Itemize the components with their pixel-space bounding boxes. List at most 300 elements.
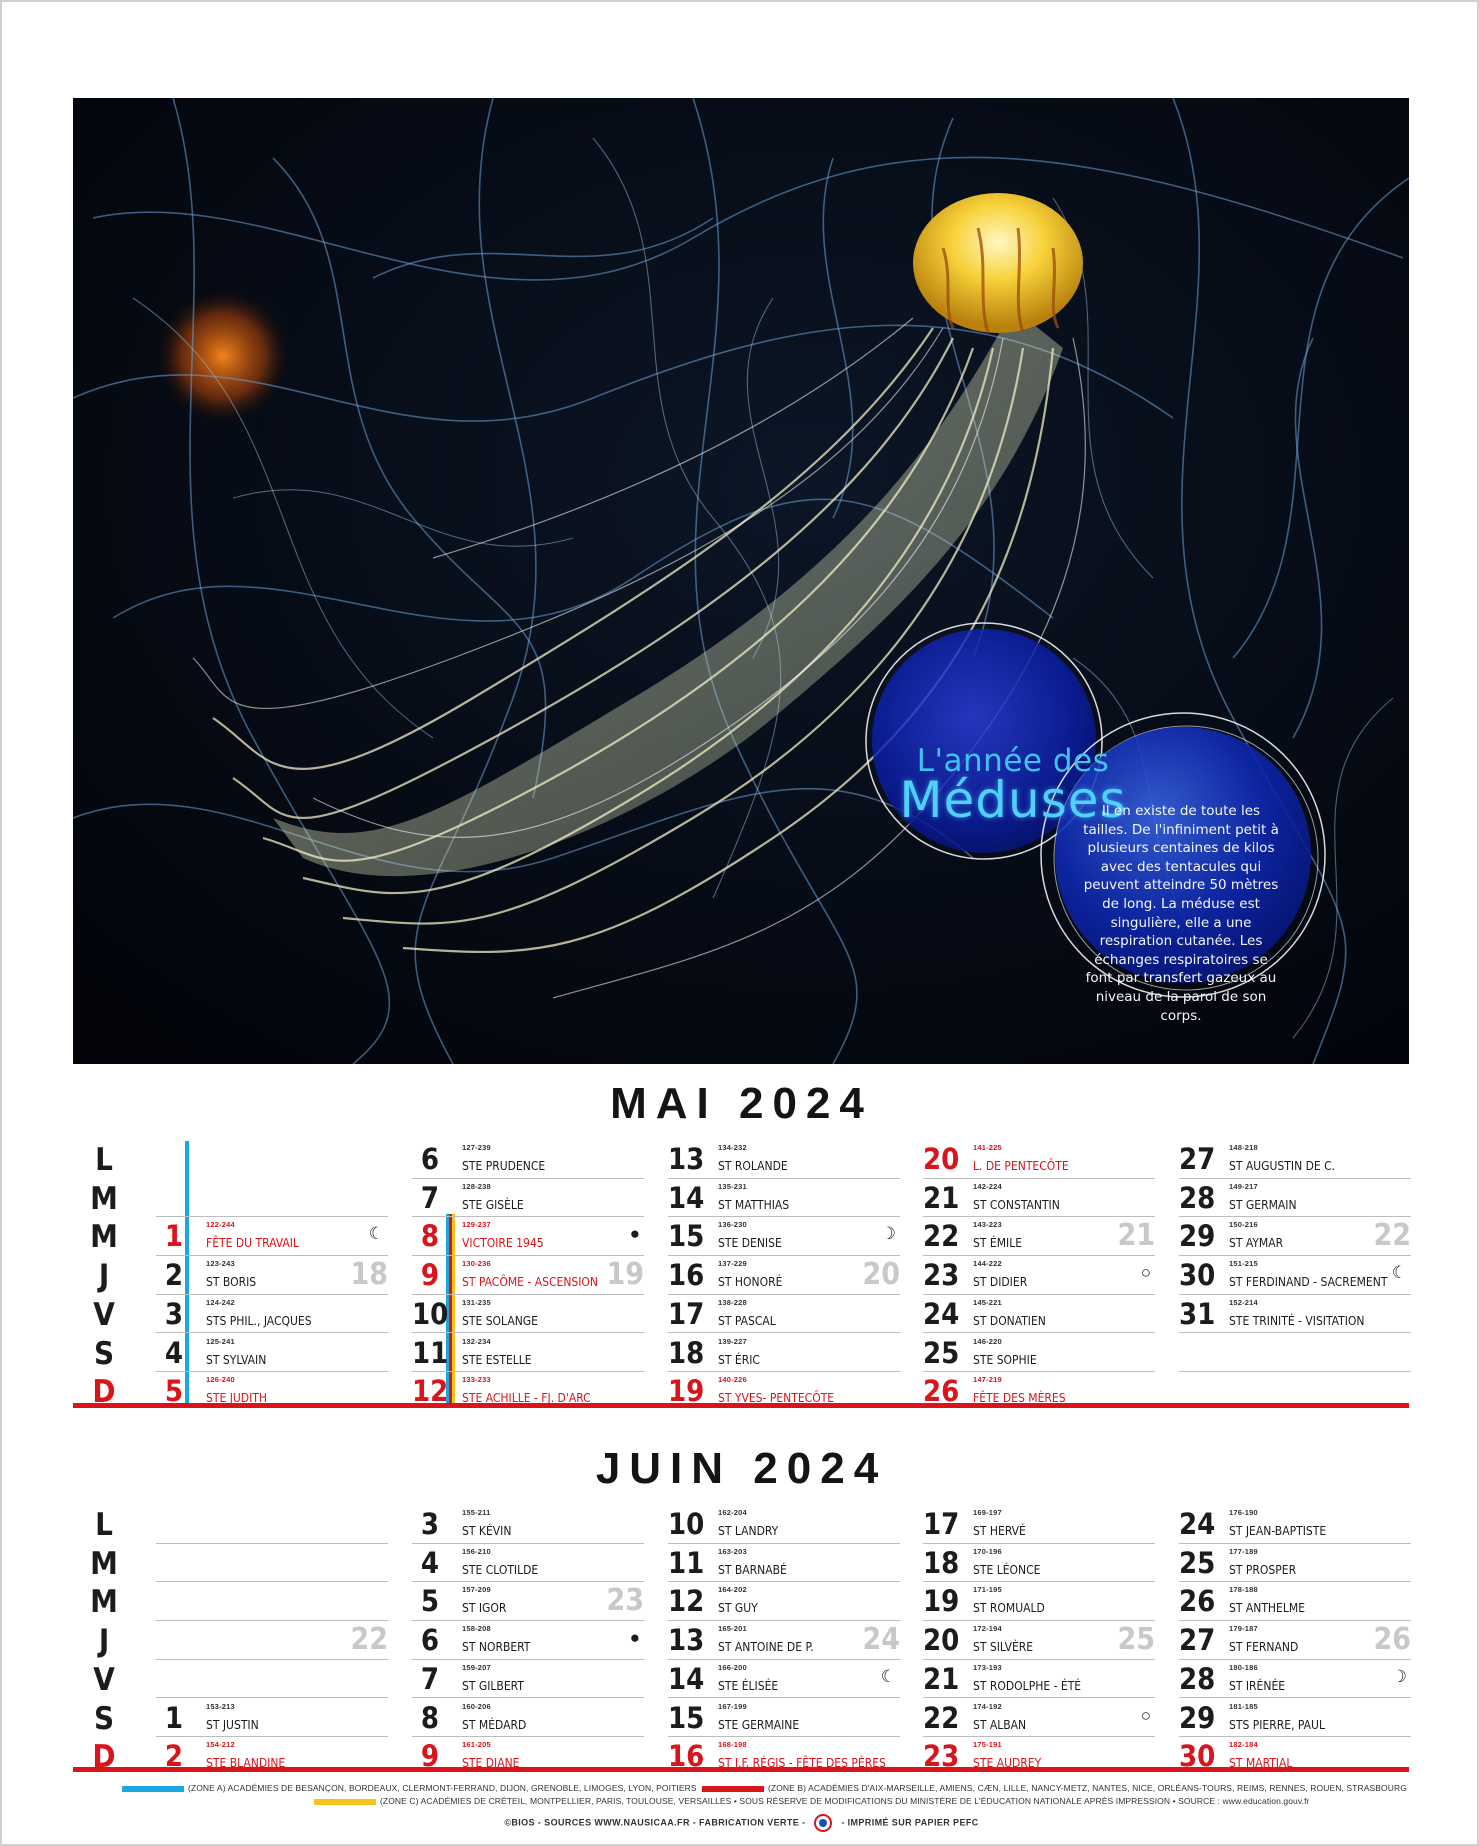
saint-name: STE PRUDENCE [462,1159,546,1173]
day-number: 8 [420,1219,440,1254]
day-cell[interactable] [156,1544,388,1583]
day-of-year-code: 175-191 [973,1740,1002,1750]
saint-name: ST ROLANDE [718,1159,788,1173]
saint-name: ST FERNAND [1229,1640,1299,1655]
day-of-year-code: 155-211 [462,1508,491,1517]
day-cell[interactable] [412,1256,644,1295]
photo-title-line1: L'année des [916,743,1110,779]
saint-name: ST RODOLPHE - ÉTÉ [973,1678,1082,1693]
saint-name: ST AYMAR [1229,1236,1284,1251]
day-cell[interactable] [156,1295,388,1334]
saint-name: STE SOLANGE [462,1313,538,1328]
day-cell[interactable] [923,1334,1155,1373]
day-of-year-code: 174-192 [973,1701,1002,1711]
saint-name: ST DONATIEN [973,1313,1046,1328]
day-cell[interactable] [1179,1699,1411,1738]
day-letter: L [95,1507,113,1543]
day-of-year-code: 172-194 [973,1624,1002,1634]
day-number: 29 [1179,1700,1216,1735]
day-cell[interactable] [412,1217,644,1256]
day-of-year-code: 181-185 [1229,1701,1258,1711]
day-of-year-code: 125-241 [206,1336,235,1346]
day-letter: V [93,1296,115,1333]
day-of-year-code: 156-210 [462,1546,491,1556]
saint-name: ST PACÔME - ASCENSION [462,1275,598,1290]
moon-phase-icon: ● [629,1224,640,1244]
day-number: 15 [668,1700,705,1735]
day-letter: D [92,1739,116,1776]
week-number: 22 [350,1622,388,1658]
day-cell[interactable] [156,1334,388,1373]
saint-name: STE JUDITH [206,1391,267,1406]
day-of-year-code: 131-235 [462,1297,491,1307]
day-cell[interactable] [923,1256,1155,1295]
saint-name: ST JUSTIN [206,1717,259,1732]
saint-name: ST FERDINAND - SACREMENT [1229,1275,1388,1290]
day-number: 5 [420,1584,440,1619]
saint-name: ST ROMUALD [973,1601,1045,1616]
day-of-year-code: 143-223 [973,1220,1002,1230]
day-of-year-code: 129-237 [462,1220,491,1230]
zone-a-swatch [122,1786,184,1792]
day-cell[interactable] [668,1660,900,1699]
saint-name: ST MARTIAL [1229,1756,1293,1771]
saint-name: STS PHIL., JACQUES [206,1313,312,1328]
day-of-year-code: 137-229 [718,1259,747,1269]
day-number: 27 [1179,1623,1216,1658]
day-cell[interactable] [668,1505,900,1544]
day-number: 19 [923,1584,960,1619]
day-of-year-code: 128-238 [462,1181,491,1191]
saint-name: ST IRÉNÉE [1229,1678,1286,1693]
day-number: 26 [1179,1584,1216,1619]
day-cell[interactable] [668,1699,900,1738]
day-letter: J [98,1623,110,1660]
zone-a-legend: (ZONE A) ACADÉMIES DE BESANÇON, BORDEAUX, CLERMONT-FERRAND, DIJON, GRENOBLE, LIMOGES, LYON, POITIERS [188,1783,697,1793]
day-cell[interactable] [923,1295,1155,1334]
day-number: 5 [164,1374,184,1409]
day-cell[interactable] [156,1699,388,1738]
day-cell[interactable] [668,1737,900,1776]
saint-name: STE GISÈLE [462,1197,524,1212]
day-of-year-code: 170-196 [973,1546,1002,1556]
day-number: 20 [923,1623,960,1658]
day-number: 20 [923,1142,960,1176]
saint-name: ST HONORÉ [718,1275,783,1290]
saint-name: ST NORBERT [462,1640,531,1655]
saint-name: STE GERMAINE [718,1717,800,1732]
day-cell[interactable] [923,1737,1155,1776]
saint-name: STE LÉONCE [973,1562,1041,1577]
saint-name: FÊTE DU TRAVAIL [206,1236,299,1251]
day-cell[interactable] [412,1179,644,1218]
day-number: 12 [668,1584,705,1619]
day-cell[interactable] [1179,1140,1411,1179]
day-number: 30 [1179,1258,1216,1293]
week-number: 26 [1373,1622,1411,1658]
day-cell[interactable] [412,1140,644,1179]
fabrique-en-france-icon [814,1814,832,1832]
saint-name: ST PASCAL [718,1313,776,1328]
day-of-year-code: 157-209 [462,1585,491,1595]
day-of-year-code: 123-243 [206,1259,235,1269]
day-of-year-code: 163-203 [718,1546,747,1556]
day-cell[interactable] [668,1179,900,1218]
day-of-year-code: 173-193 [973,1662,1002,1672]
saint-name: ST SILVÈRE [973,1640,1034,1655]
week-number: 22 [1373,1218,1411,1254]
day-cell[interactable] [1179,1295,1411,1334]
day-number: 22 [923,1700,960,1735]
day-cell[interactable] [1179,1505,1411,1544]
day-cell[interactable] [412,1737,644,1776]
day-cell[interactable] [668,1582,900,1621]
day-letter: M [90,1180,118,1217]
day-of-year-code: 122-244 [206,1220,235,1230]
day-of-year-code: 167-199 [718,1701,747,1711]
day-of-year-code: 162-204 [718,1508,747,1517]
saint-name: STE ÉLISÉE [718,1678,779,1693]
day-of-year-code: 178-188 [1229,1585,1258,1595]
day-number: 6 [420,1623,440,1658]
day-letter: V [93,1661,115,1698]
day-cell[interactable] [1179,1621,1411,1660]
saint-name: ST GILBERT [462,1678,524,1693]
day-cell[interactable] [923,1544,1155,1583]
day-of-year-code: 145-221 [973,1297,1002,1307]
day-cell[interactable] [1179,1660,1411,1699]
day-cell[interactable] [156,1372,388,1411]
saint-name: STE CLOTILDE [462,1562,539,1577]
saint-name: STS PIERRE, PAUL [1229,1717,1325,1732]
saint-name: ST CONSTANTIN [973,1197,1060,1212]
day-of-year-code: 151-215 [1229,1259,1258,1269]
day-cell[interactable] [1179,1372,1411,1411]
moon-phase-icon: ☾ [1391,1263,1407,1283]
day-number: 27 [1179,1142,1216,1176]
zone-b-swatch [702,1786,764,1792]
day-of-year-code: 176-190 [1229,1508,1258,1517]
day-cell[interactable] [1179,1544,1411,1583]
day-of-year-code: 130-236 [462,1259,491,1269]
saint-name: ST IGOR [462,1601,507,1616]
day-number: 17 [668,1296,705,1331]
day-number: 13 [668,1142,705,1176]
day-cell[interactable] [156,1737,388,1776]
saint-name: ST BORIS [206,1275,257,1290]
day-number: 26 [923,1374,960,1409]
day-of-year-code: 152-214 [1229,1297,1258,1307]
day-of-year-code: 144-222 [973,1259,1002,1269]
footer-right: - IMPRIMÉ SUR PAPIER PEFC [841,1817,979,1828]
saint-name: ST ANTHELME [1229,1601,1306,1616]
day-of-year-code: 149-217 [1229,1181,1258,1191]
day-cell[interactable] [923,1372,1155,1411]
day-letter: D [92,1374,116,1411]
jellyfish-photo [73,98,1409,1064]
day-cell[interactable] [668,1334,900,1373]
saint-name: ST PROSPER [1229,1562,1297,1577]
day-cell[interactable] [668,1256,900,1295]
day-number: 11 [412,1335,449,1370]
day-number: 23 [923,1739,960,1774]
saint-name: STE DIANE [462,1756,520,1771]
day-cell[interactable] [156,1621,388,1660]
day-cell[interactable] [156,1660,388,1699]
zone-c-legend: (ZONE C) ACADÉMIES DE CRÉTEIL, MONTPELLIER, PARIS, TOULOUSE, VERSAILLES • SOUS RÉSERVE DE MODIFICATIONS DU MINISTÈRE DE L'ÉDUCATION NATIONALE APRÈS IMPRESSION • SOURCE : www.education.gouv.fr [380,1796,1310,1806]
photo-title-line2: Méduses [899,771,1127,829]
saint-name: ST BARNABÉ [718,1562,787,1577]
day-number: 8 [420,1700,440,1735]
day-number: 6 [420,1142,440,1176]
saint-name: STE TRINITÉ - VISITATION [1229,1313,1365,1328]
day-of-year-code: 138-228 [718,1297,747,1307]
day-number: 3 [420,1507,440,1541]
saint-name: STE AUDREY [973,1756,1042,1771]
day-number: 30 [1179,1739,1216,1774]
day-cell[interactable] [923,1621,1155,1660]
day-number: 16 [668,1258,705,1293]
day-cell[interactable] [923,1505,1155,1544]
day-letter: J [98,1258,110,1295]
week-number: 23 [606,1583,644,1619]
saint-name: ST YVES- PENTECÔTE [718,1391,835,1406]
day-number: 3 [164,1296,184,1331]
day-cell[interactable] [412,1295,644,1334]
day-cell[interactable] [1179,1582,1411,1621]
saint-name: ST MÉDARD [462,1717,527,1732]
day-number: 11 [668,1545,705,1580]
day-cell[interactable] [668,1372,900,1411]
day-number: 17 [923,1507,960,1541]
day-of-year-code: 171-195 [973,1585,1002,1595]
day-number: 7 [420,1180,440,1215]
saint-name: ST HERVÉ [973,1524,1026,1538]
day-cell[interactable] [923,1179,1155,1218]
day-cell[interactable] [156,1256,388,1295]
day-of-year-code: 158-208 [462,1624,491,1634]
day-of-year-code: 132-234 [462,1336,491,1346]
day-cell[interactable] [1179,1217,1411,1256]
day-number: 21 [923,1661,960,1696]
zone-b-legend: (ZONE B) ACADÉMIES D'AIX-MARSEILLE, AMIENS, CÆN, LILLE, NANCY-METZ, NANTES, NICE, ORLÉANS-TOURS, REIMS, RENNES, ROUEN, STRASBOURG [768,1783,1407,1793]
day-number: 16 [668,1739,705,1774]
day-of-year-code: 160-206 [462,1701,491,1711]
saint-name: FÊTE DES MÈRES [973,1391,1066,1406]
saint-name: ST SYLVAIN [206,1352,267,1367]
day-cell[interactable] [156,1140,388,1179]
day-cell[interactable] [1179,1737,1411,1776]
day-letter: S [93,1700,115,1737]
day-of-year-code: 161-205 [462,1740,491,1750]
day-of-year-code: 169-197 [973,1508,1002,1517]
day-cell[interactable] [156,1179,388,1218]
saint-name: ST J.F. RÉGIS - FÊTE DES PÈRES [718,1756,886,1771]
saint-name: STE ESTELLE [462,1352,532,1367]
day-cell[interactable] [668,1140,900,1179]
day-number: 25 [923,1335,960,1370]
day-cell[interactable] [923,1660,1155,1699]
day-letter: M [90,1545,118,1582]
month-title-mai: MAI 2024 [610,1079,873,1128]
day-of-year-code: 139-227 [718,1336,747,1346]
day-cell[interactable] [668,1295,900,1334]
moon-phase-icon: ○ [1140,1263,1151,1283]
week-number: 25 [1117,1622,1155,1658]
day-cell[interactable] [1179,1334,1411,1373]
day-number: 15 [668,1219,705,1254]
day-of-year-code: 147-219 [973,1375,1002,1385]
day-of-year-code: 136-230 [718,1220,747,1230]
day-cell[interactable] [923,1699,1155,1738]
day-number: 9 [420,1258,440,1293]
day-of-year-code: 142-224 [973,1181,1002,1191]
day-of-year-code: 153-213 [206,1701,235,1711]
saint-name: ST JEAN-BAPTISTE [1229,1524,1327,1538]
day-number: 2 [164,1739,184,1774]
week-number: 19 [606,1257,644,1293]
month-title-juin: JUIN 2024 [595,1444,888,1493]
saint-name: STE ACHILLE - FJ. D'ARC [462,1391,591,1406]
saint-name: ST ALBAN [973,1717,1027,1732]
day-cell[interactable] [412,1699,644,1738]
saint-name: ST DIDIER [973,1275,1028,1290]
day-cell[interactable] [668,1217,900,1256]
day-cell[interactable] [156,1582,388,1621]
day-of-year-code: 164-202 [718,1585,747,1595]
day-number: 14 [668,1180,705,1215]
day-cell[interactable] [412,1621,644,1660]
saint-name: STE SOPHIE [973,1352,1037,1367]
day-letter: M [90,1584,118,1621]
day-number: 9 [420,1739,440,1774]
day-of-year-code: 180-186 [1229,1662,1258,1672]
day-of-year-code: 148-218 [1229,1143,1258,1152]
day-number: 31 [1179,1296,1216,1331]
day-of-year-code: 126-240 [206,1375,235,1385]
day-number: 10 [412,1296,449,1331]
day-of-year-code: 141-225 [973,1143,1002,1152]
day-of-year-code: 182-184 [1229,1740,1258,1750]
day-cell[interactable] [1179,1256,1411,1295]
day-number: 24 [923,1296,960,1331]
saint-name: ST ANTOINE DE P. [718,1640,814,1655]
saint-name: ST KÉVIN [462,1524,512,1538]
saint-name: ST MATTHIAS [718,1197,790,1212]
footer-credits [2,1814,1479,1832]
saint-name: STE DENISE [718,1236,782,1251]
zone-c-swatch [314,1799,376,1805]
day-number: 14 [668,1661,705,1696]
day-number: 2 [164,1258,184,1293]
day-number: 1 [164,1219,184,1254]
moon-phase-icon: ☽ [1391,1666,1407,1686]
day-number: 22 [923,1219,960,1254]
day-number: 29 [1179,1219,1216,1254]
day-cell[interactable] [412,1544,644,1583]
day-of-year-code: 135-231 [718,1181,747,1191]
day-number: 28 [1179,1180,1216,1215]
day-cell[interactable] [156,1505,388,1544]
saint-name: VICTOIRE 1945 [462,1236,544,1251]
moon-phase-icon: ☾ [880,1666,896,1686]
day-cell[interactable] [668,1621,900,1660]
footer-left: ©BIOS - SOURCES WWW.NAUSICAA.FR - FABRICATION VERTE - [504,1817,806,1828]
day-cell[interactable] [923,1582,1155,1621]
day-number: 25 [1179,1545,1216,1580]
day-number: 24 [1179,1507,1216,1541]
day-cell[interactable] [156,1217,388,1256]
week-number: 20 [862,1257,900,1293]
day-cell[interactable] [412,1334,644,1373]
saint-name: L. DE PENTECÔTE [973,1159,1069,1173]
day-number: 18 [668,1335,705,1370]
day-letter: M [90,1219,118,1256]
moon-phase-icon: ☽ [880,1224,896,1244]
saint-name: ST GUY [718,1601,758,1616]
moon-phase-icon: ● [629,1628,640,1648]
day-of-year-code: 133-233 [462,1375,491,1385]
day-of-year-code: 150-216 [1229,1220,1258,1230]
day-of-year-code: 159-207 [462,1662,491,1672]
day-cell[interactable] [923,1217,1155,1256]
day-cell[interactable] [923,1140,1155,1179]
day-number: 13 [668,1623,705,1658]
day-of-year-code: 127-239 [462,1143,491,1152]
day-cell[interactable] [412,1372,644,1411]
day-of-year-code: 124-242 [206,1297,235,1307]
day-number: 10 [668,1507,705,1541]
day-number: 21 [923,1180,960,1215]
day-letter: L [95,1142,113,1178]
photo-description: Il en existe de toute les tailles. De l'infiniment petit à plusieurs centaines de kilos avec des tentacules qui peuvent atteindre 50 mètres de long. La méduse est singulière, elle a une respiration cutanée. Les échanges respiratoires se font par transfert gazeux au niveau de la paroi de son corps. [1083,803,1279,1024]
day-of-year-code: 134-232 [718,1143,747,1152]
moon-phase-icon: ☾ [368,1224,384,1244]
day-of-year-code: 165-201 [718,1624,747,1634]
day-number: 1 [164,1700,184,1735]
day-cell[interactable] [1179,1179,1411,1218]
saint-name: STE BLANDINE [206,1756,286,1771]
moon-phase-icon: ○ [1140,1705,1151,1725]
day-number: 23 [923,1258,960,1293]
day-cell[interactable] [412,1582,644,1621]
day-of-year-code: 179-187 [1229,1624,1258,1634]
day-number: 12 [412,1374,449,1409]
day-of-year-code: 140-226 [718,1375,747,1385]
day-number: 7 [420,1661,440,1696]
saint-name: ST GERMAIN [1229,1197,1297,1212]
day-cell[interactable] [668,1544,900,1583]
day-number: 19 [668,1374,705,1409]
day-cell[interactable] [412,1505,644,1544]
week-number: 24 [862,1622,900,1658]
saint-name: ST AUGUSTIN DE C. [1229,1159,1336,1173]
day-of-year-code: 166-200 [718,1662,747,1672]
day-letter: S [93,1335,115,1372]
saint-name: ST ÉMILE [973,1236,1023,1251]
day-number: 4 [164,1335,184,1370]
saint-name: ST LANDRY [718,1524,779,1538]
day-number: 18 [923,1545,960,1580]
week-number: 18 [350,1257,388,1293]
day-of-year-code: 146-220 [973,1336,1002,1346]
day-number: 28 [1179,1661,1216,1696]
day-cell[interactable] [412,1660,644,1699]
day-number: 4 [420,1545,440,1580]
day-of-year-code: 154-212 [206,1740,235,1750]
saint-name: ST ÉRIC [718,1352,760,1367]
week-number: 21 [1117,1218,1155,1254]
